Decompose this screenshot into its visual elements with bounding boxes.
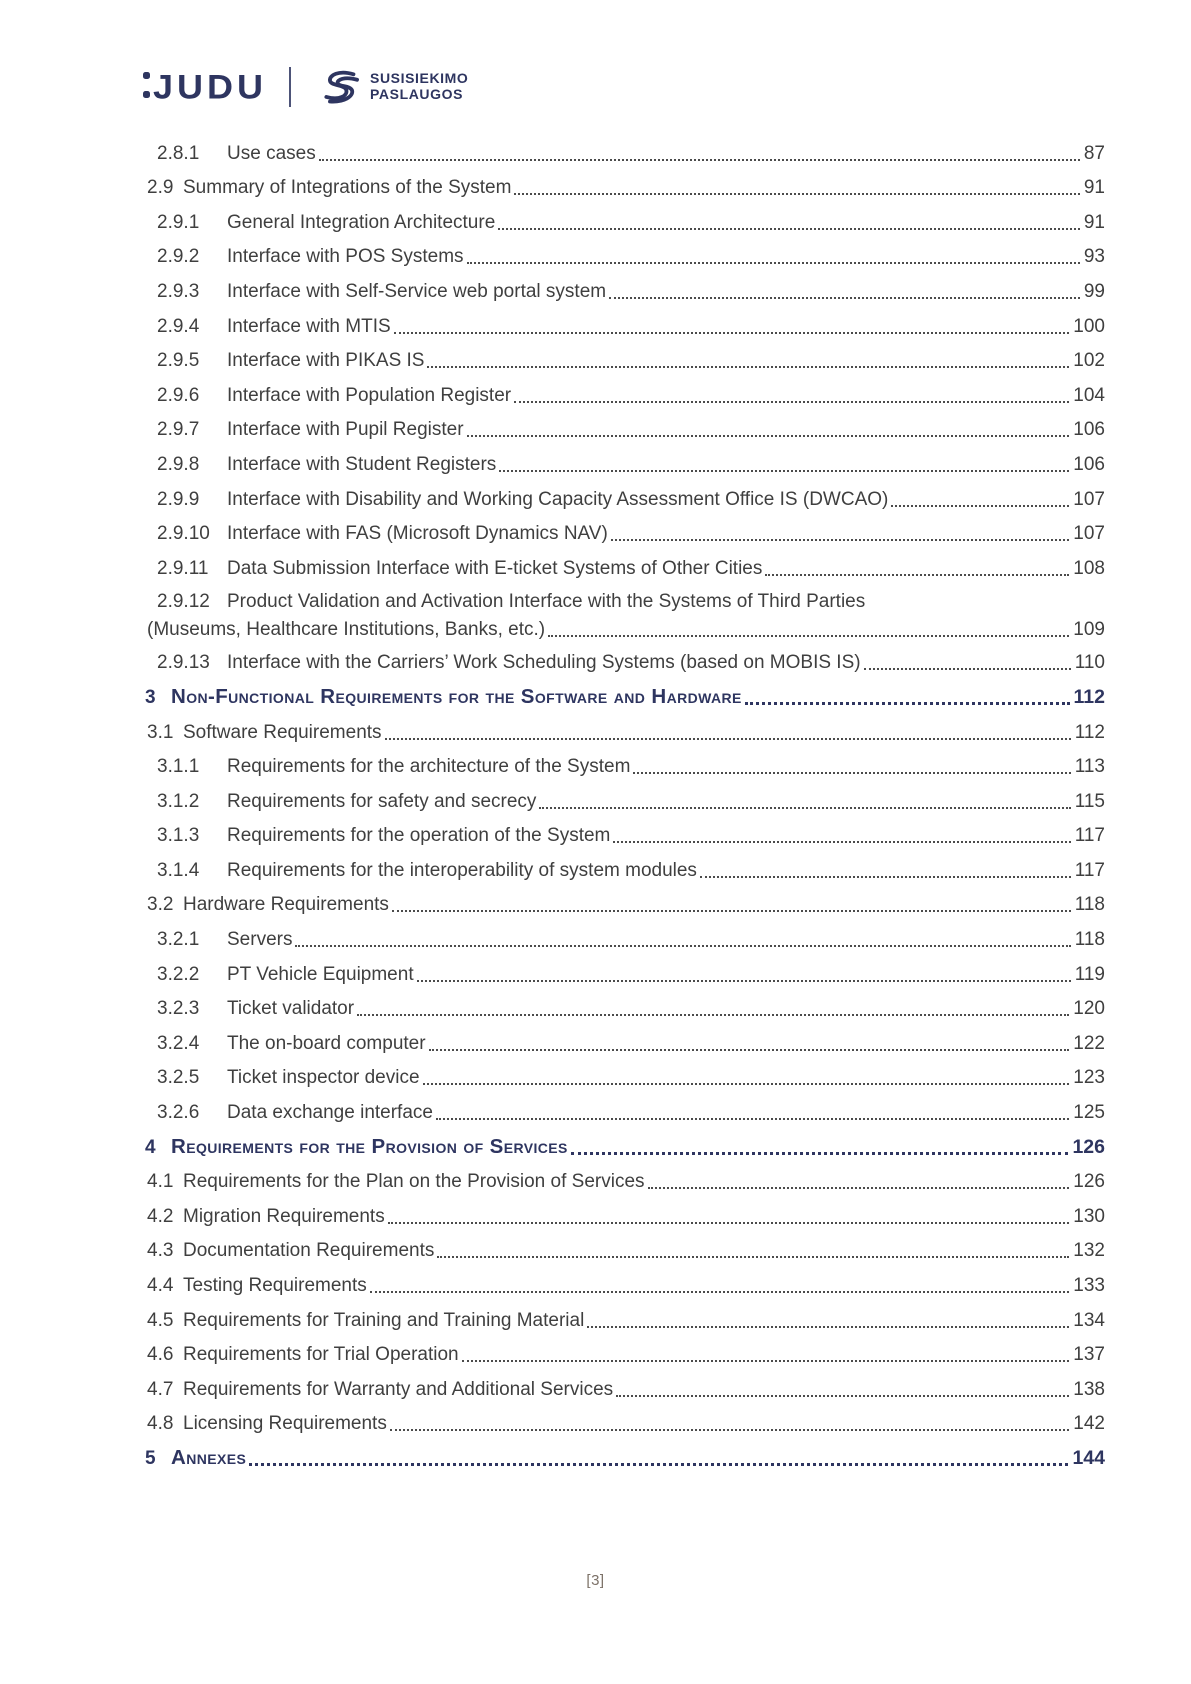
toc-title: Interface with MTIS — [227, 315, 391, 337]
toc-title: Ticket inspector device — [227, 1067, 420, 1089]
toc-entry-4.4[interactable] — [135, 1268, 1105, 1303]
toc-entry-2.9.11[interactable] — [135, 551, 1105, 586]
toc-title: Requirements for the architecture of the System — [227, 756, 631, 778]
toc-page-number: 99 — [1083, 280, 1105, 302]
dot-leader — [437, 1256, 1069, 1258]
toc-entry-3[interactable] — [135, 680, 1105, 715]
toc-page-number: 110 — [1074, 652, 1105, 674]
dot-leader — [514, 401, 1069, 403]
toc-title: Interface with Pupil Register — [227, 419, 464, 441]
dot-leader — [765, 574, 1069, 576]
toc-entry-2.9[interactable] — [135, 171, 1105, 206]
toc-page-number: 118 — [1074, 894, 1105, 916]
toc-title: Requirements for Trial Operation — [183, 1344, 459, 1366]
toc-number: 4.5 — [147, 1309, 174, 1331]
dot-leader — [633, 772, 1070, 774]
toc-number: 2.9.3 — [157, 280, 200, 302]
dot-leader — [548, 635, 1069, 637]
toc-entry-3.2.2[interactable] — [135, 957, 1105, 992]
dot-leader — [394, 332, 1070, 334]
dot-leader — [700, 876, 1071, 878]
toc-entry-3.2.3[interactable] — [135, 992, 1105, 1027]
dot-leader — [539, 807, 1070, 809]
toc-title: Interface with Self-Service web portal system — [227, 280, 607, 302]
toc-entry-4.7[interactable] — [135, 1372, 1105, 1407]
toc-title: PT Vehicle Equipment — [227, 963, 414, 985]
toc-number: 4.7 — [147, 1378, 174, 1400]
dot-leader — [390, 1429, 1069, 1431]
hand-s-icon — [317, 68, 361, 106]
toc-page-number: 134 — [1073, 1309, 1105, 1331]
toc-number: 2.8.1 — [157, 142, 200, 164]
toc-number: 3.2.1 — [157, 929, 200, 951]
toc-number: 2.9.5 — [157, 350, 200, 372]
toc-entry-3.2.4[interactable] — [135, 1026, 1105, 1061]
judu-logo — [143, 66, 268, 107]
toc-page-number: 117 — [1074, 825, 1105, 847]
toc-title: Requirements for the Provision of Services — [171, 1134, 568, 1158]
toc-page-number: 130 — [1073, 1205, 1105, 1227]
toc-number: 4.6 — [147, 1344, 174, 1366]
dot-leader — [613, 841, 1070, 843]
toc-entry-5[interactable] — [135, 1441, 1105, 1476]
toc-title: Data Submission Interface with E-ticket Systems of Other Cities — [227, 557, 763, 579]
toc-entry-2.9.4[interactable] — [135, 309, 1105, 344]
dot-leader — [467, 262, 1080, 264]
toc-number: 2.9.4 — [157, 315, 200, 337]
toc-entry-2.9.5[interactable] — [135, 344, 1105, 379]
toc-entry-4.5[interactable] — [135, 1303, 1105, 1338]
brand-wordmark: JUDU — [153, 66, 268, 107]
toc-entry-2.8.1[interactable] — [135, 136, 1105, 171]
toc-page-number: 137 — [1073, 1344, 1105, 1366]
toc-number: 3 — [145, 686, 156, 708]
toc-entry-3.2.1[interactable] — [135, 922, 1105, 957]
toc-entry-2.9.12[interactable] — [135, 586, 1105, 616]
toc-page-number: 107 — [1073, 488, 1105, 510]
toc-entry-2.9.3[interactable] — [135, 274, 1105, 309]
toc-number: 2.9.13 — [157, 652, 210, 674]
toc-title: Requirements for Training and Training Material — [183, 1309, 585, 1331]
logo-dots-icon — [143, 72, 150, 98]
dot-leader — [616, 1395, 1069, 1397]
toc-number: 3.2.5 — [157, 1067, 200, 1089]
table-of-contents — [135, 136, 1105, 1476]
toc-number: 2.9.7 — [157, 419, 200, 441]
toc-title: Requirements for the interoperability of system modules — [227, 859, 697, 881]
toc-number: 3.2.4 — [157, 1032, 200, 1054]
toc-page-number: 106 — [1073, 453, 1105, 475]
toc-page-number: 120 — [1073, 998, 1105, 1020]
toc-title: Requirements for the operation of the System — [227, 825, 611, 847]
toc-number: 3.1.3 — [157, 825, 200, 847]
toc-entry-3.1.3[interactable] — [135, 819, 1105, 854]
dot-leader — [295, 945, 1070, 947]
toc-page-number: 100 — [1073, 315, 1105, 337]
toc-number: 4.1 — [147, 1171, 174, 1193]
toc-title: Requirements for the Plan on the Provision of Services — [183, 1171, 645, 1193]
toc-number: 5 — [145, 1447, 156, 1469]
toc-number: 3.1.1 — [157, 756, 200, 778]
toc-entry-3.2.5[interactable] — [135, 1061, 1105, 1096]
toc-title: Data exchange interface — [227, 1102, 433, 1124]
dot-leader — [436, 1118, 1069, 1120]
toc-number: 4.3 — [147, 1240, 174, 1262]
toc-entry-4.3[interactable] — [135, 1234, 1105, 1269]
toc-page-number: 108 — [1073, 557, 1105, 579]
dot-leader — [587, 1326, 1069, 1328]
toc-page-number: 113 — [1074, 756, 1105, 778]
toc-number: 3.2.6 — [157, 1102, 200, 1124]
toc-entry-2.9.8[interactable] — [135, 447, 1105, 482]
toc-entry-4[interactable] — [135, 1130, 1105, 1165]
subbrand-text — [370, 71, 468, 102]
toc-page-number: 123 — [1073, 1067, 1105, 1089]
dot-leader — [319, 159, 1080, 161]
toc-page-number: 118 — [1074, 929, 1105, 951]
page-number: [3] — [586, 1572, 605, 1589]
toc-title: Interface with PIKAS IS — [227, 350, 425, 372]
toc-number: 4.4 — [147, 1275, 174, 1296]
toc-page-number: 142 — [1073, 1413, 1105, 1435]
dot-leader — [392, 910, 1071, 912]
toc-page-number: 106 — [1073, 419, 1105, 441]
toc-title: General Integration Architecture — [227, 211, 496, 233]
toc-number: 2.9.10 — [157, 523, 210, 545]
toc-entry-3.1.4[interactable] — [135, 853, 1105, 888]
toc-entry-3.1.2[interactable] — [135, 784, 1105, 819]
toc-title: Documentation Requirements — [183, 1240, 435, 1262]
toc-number: 4 — [145, 1136, 156, 1158]
toc-page-number: 91 — [1083, 211, 1105, 233]
toc-title: Testing Requirements — [183, 1275, 367, 1296]
toc-page-number: 91 — [1083, 177, 1105, 199]
dot-leader — [388, 1222, 1070, 1224]
toc-number: 2.9.12 — [157, 590, 210, 612]
dot-leader — [427, 366, 1069, 368]
toc-number: 2.9.6 — [157, 384, 200, 406]
toc-number: 2.9 — [147, 177, 174, 199]
toc-entry-2.9.13[interactable] — [135, 646, 1105, 681]
toc-title: Interface with the Carriers’ Work Scheduling Systems (based on MOBIS IS) — [227, 652, 861, 674]
toc-page-number: 104 — [1073, 384, 1105, 406]
toc-number: 3.1.4 — [157, 859, 200, 881]
dot-leader — [571, 1152, 1069, 1155]
toc-title: Interface with FAS (Microsoft Dynamics NAV) — [227, 523, 608, 545]
dot-leader — [467, 435, 1070, 437]
dot-leader — [417, 980, 1071, 982]
toc-page-number: 115 — [1074, 790, 1105, 812]
page-footer — [0, 1572, 1191, 1589]
toc-title-line2: (Museums, Healthcare Institutions, Banks, etc.) — [147, 618, 546, 640]
toc-page-number: 87 — [1083, 142, 1105, 164]
toc-number: 4.8 — [147, 1413, 174, 1435]
toc-entry-2.9.12-cont[interactable] — [135, 616, 1105, 646]
toc-number: 2.9.2 — [157, 246, 200, 268]
toc-page-number: 112 — [1074, 721, 1105, 743]
toc-title: The on-board computer — [227, 1032, 426, 1054]
toc-number: 3.1 — [147, 721, 174, 743]
toc-entry-2.9.10[interactable] — [135, 517, 1105, 552]
dot-leader — [514, 193, 1079, 195]
dot-leader — [864, 668, 1071, 670]
toc-entry-2.9.6[interactable] — [135, 378, 1105, 413]
dot-leader — [429, 1049, 1070, 1051]
toc-page-number: 144 — [1072, 1446, 1105, 1469]
toc-title: Interface with Population Register — [227, 384, 512, 406]
toc-entry-4.1[interactable] — [135, 1165, 1105, 1200]
toc-page-number: 126 — [1072, 1135, 1105, 1158]
toc-title: Product Validation and Activation Interface with the Systems of Third Parties — [227, 590, 866, 612]
dot-leader — [357, 1014, 1069, 1016]
toc-entry-2.9.9[interactable] — [135, 482, 1105, 517]
toc-entry-3.1[interactable] — [135, 715, 1105, 750]
toc-title: Software Requirements — [183, 721, 382, 743]
toc-page-number: 138 — [1073, 1378, 1105, 1400]
toc-title: Non-Functional Requirements for the Software and Hardware — [171, 684, 742, 708]
toc-title: Use cases — [227, 142, 316, 164]
dot-leader — [499, 470, 1069, 472]
toc-title: Requirements for Warranty and Additional Services — [183, 1378, 614, 1400]
toc-entry-3.1.1[interactable] — [135, 750, 1105, 785]
toc-page-number: 122 — [1073, 1032, 1105, 1054]
subbrand-line1: SUSISIEKIMO — [370, 70, 469, 87]
toc-page-number: 132 — [1073, 1240, 1105, 1262]
toc-title: Ticket validator — [227, 998, 355, 1020]
logo-divider — [289, 67, 291, 107]
toc-number: 3.2.3 — [157, 998, 200, 1020]
toc-title: Licensing Requirements — [183, 1413, 387, 1435]
toc-entry-2.9.1[interactable] — [135, 205, 1105, 240]
toc-page-number: 117 — [1074, 859, 1105, 881]
toc-title: Hardware Requirements — [183, 894, 389, 916]
toc-title: Interface with Disability and Working Capacity Assessment Office IS (DWCAO) — [227, 488, 889, 510]
logo — [143, 64, 468, 110]
toc-entry-4.2[interactable] — [135, 1199, 1105, 1234]
subbrand-line2: PASLAUGOS — [370, 86, 464, 102]
toc-number: 2.9.8 — [157, 453, 200, 475]
toc-entry-3.2[interactable] — [135, 888, 1105, 923]
dot-leader — [498, 228, 1080, 230]
toc-title: Interface with Student Registers — [227, 453, 497, 475]
toc-page-number: 125 — [1073, 1102, 1105, 1124]
toc-title: Annexes — [171, 1445, 247, 1469]
toc-page-number: 126 — [1073, 1171, 1105, 1193]
dot-leader — [385, 738, 1071, 740]
dot-leader — [891, 505, 1069, 507]
toc-entry-4.6[interactable] — [135, 1338, 1105, 1373]
toc-page-number: 112 — [1073, 685, 1105, 708]
toc-number: 4.2 — [147, 1205, 174, 1227]
dot-leader — [745, 702, 1070, 705]
dot-leader — [611, 539, 1069, 541]
toc-title: Requirements for safety and secrecy — [227, 790, 537, 812]
toc-number: 3.2 — [147, 894, 174, 916]
toc-entry-4.8[interactable] — [135, 1407, 1105, 1442]
dot-leader — [249, 1463, 1068, 1466]
toc-entry-2.9.2[interactable] — [135, 240, 1105, 275]
toc-number: 3.2.2 — [157, 963, 200, 985]
dot-leader — [370, 1291, 1070, 1293]
toc-page-number: 109 — [1073, 618, 1105, 640]
toc-entry-2.9.7[interactable] — [135, 413, 1105, 448]
toc-page-number: 93 — [1083, 246, 1105, 268]
dot-leader — [423, 1083, 1070, 1085]
toc-page-number: 119 — [1074, 963, 1105, 985]
toc-title: Servers — [227, 929, 293, 951]
toc-entry-3.2.6[interactable] — [135, 1095, 1105, 1130]
toc-title: Migration Requirements — [183, 1205, 385, 1227]
dot-leader — [462, 1360, 1070, 1362]
toc-number: 3.1.2 — [157, 790, 200, 812]
toc-number: 2.9.11 — [157, 557, 209, 579]
toc-page-number: 133 — [1073, 1275, 1105, 1296]
toc-number: 2.9.9 — [157, 488, 200, 510]
toc-number: 2.9.1 — [157, 211, 200, 233]
toc-title: Summary of Integrations of the System — [183, 177, 512, 199]
toc-title: Interface with POS Systems — [227, 246, 464, 268]
dot-leader — [609, 297, 1080, 299]
dot-leader — [648, 1187, 1070, 1189]
toc-page-number: 102 — [1073, 350, 1105, 372]
toc-page-number: 107 — [1073, 523, 1105, 545]
